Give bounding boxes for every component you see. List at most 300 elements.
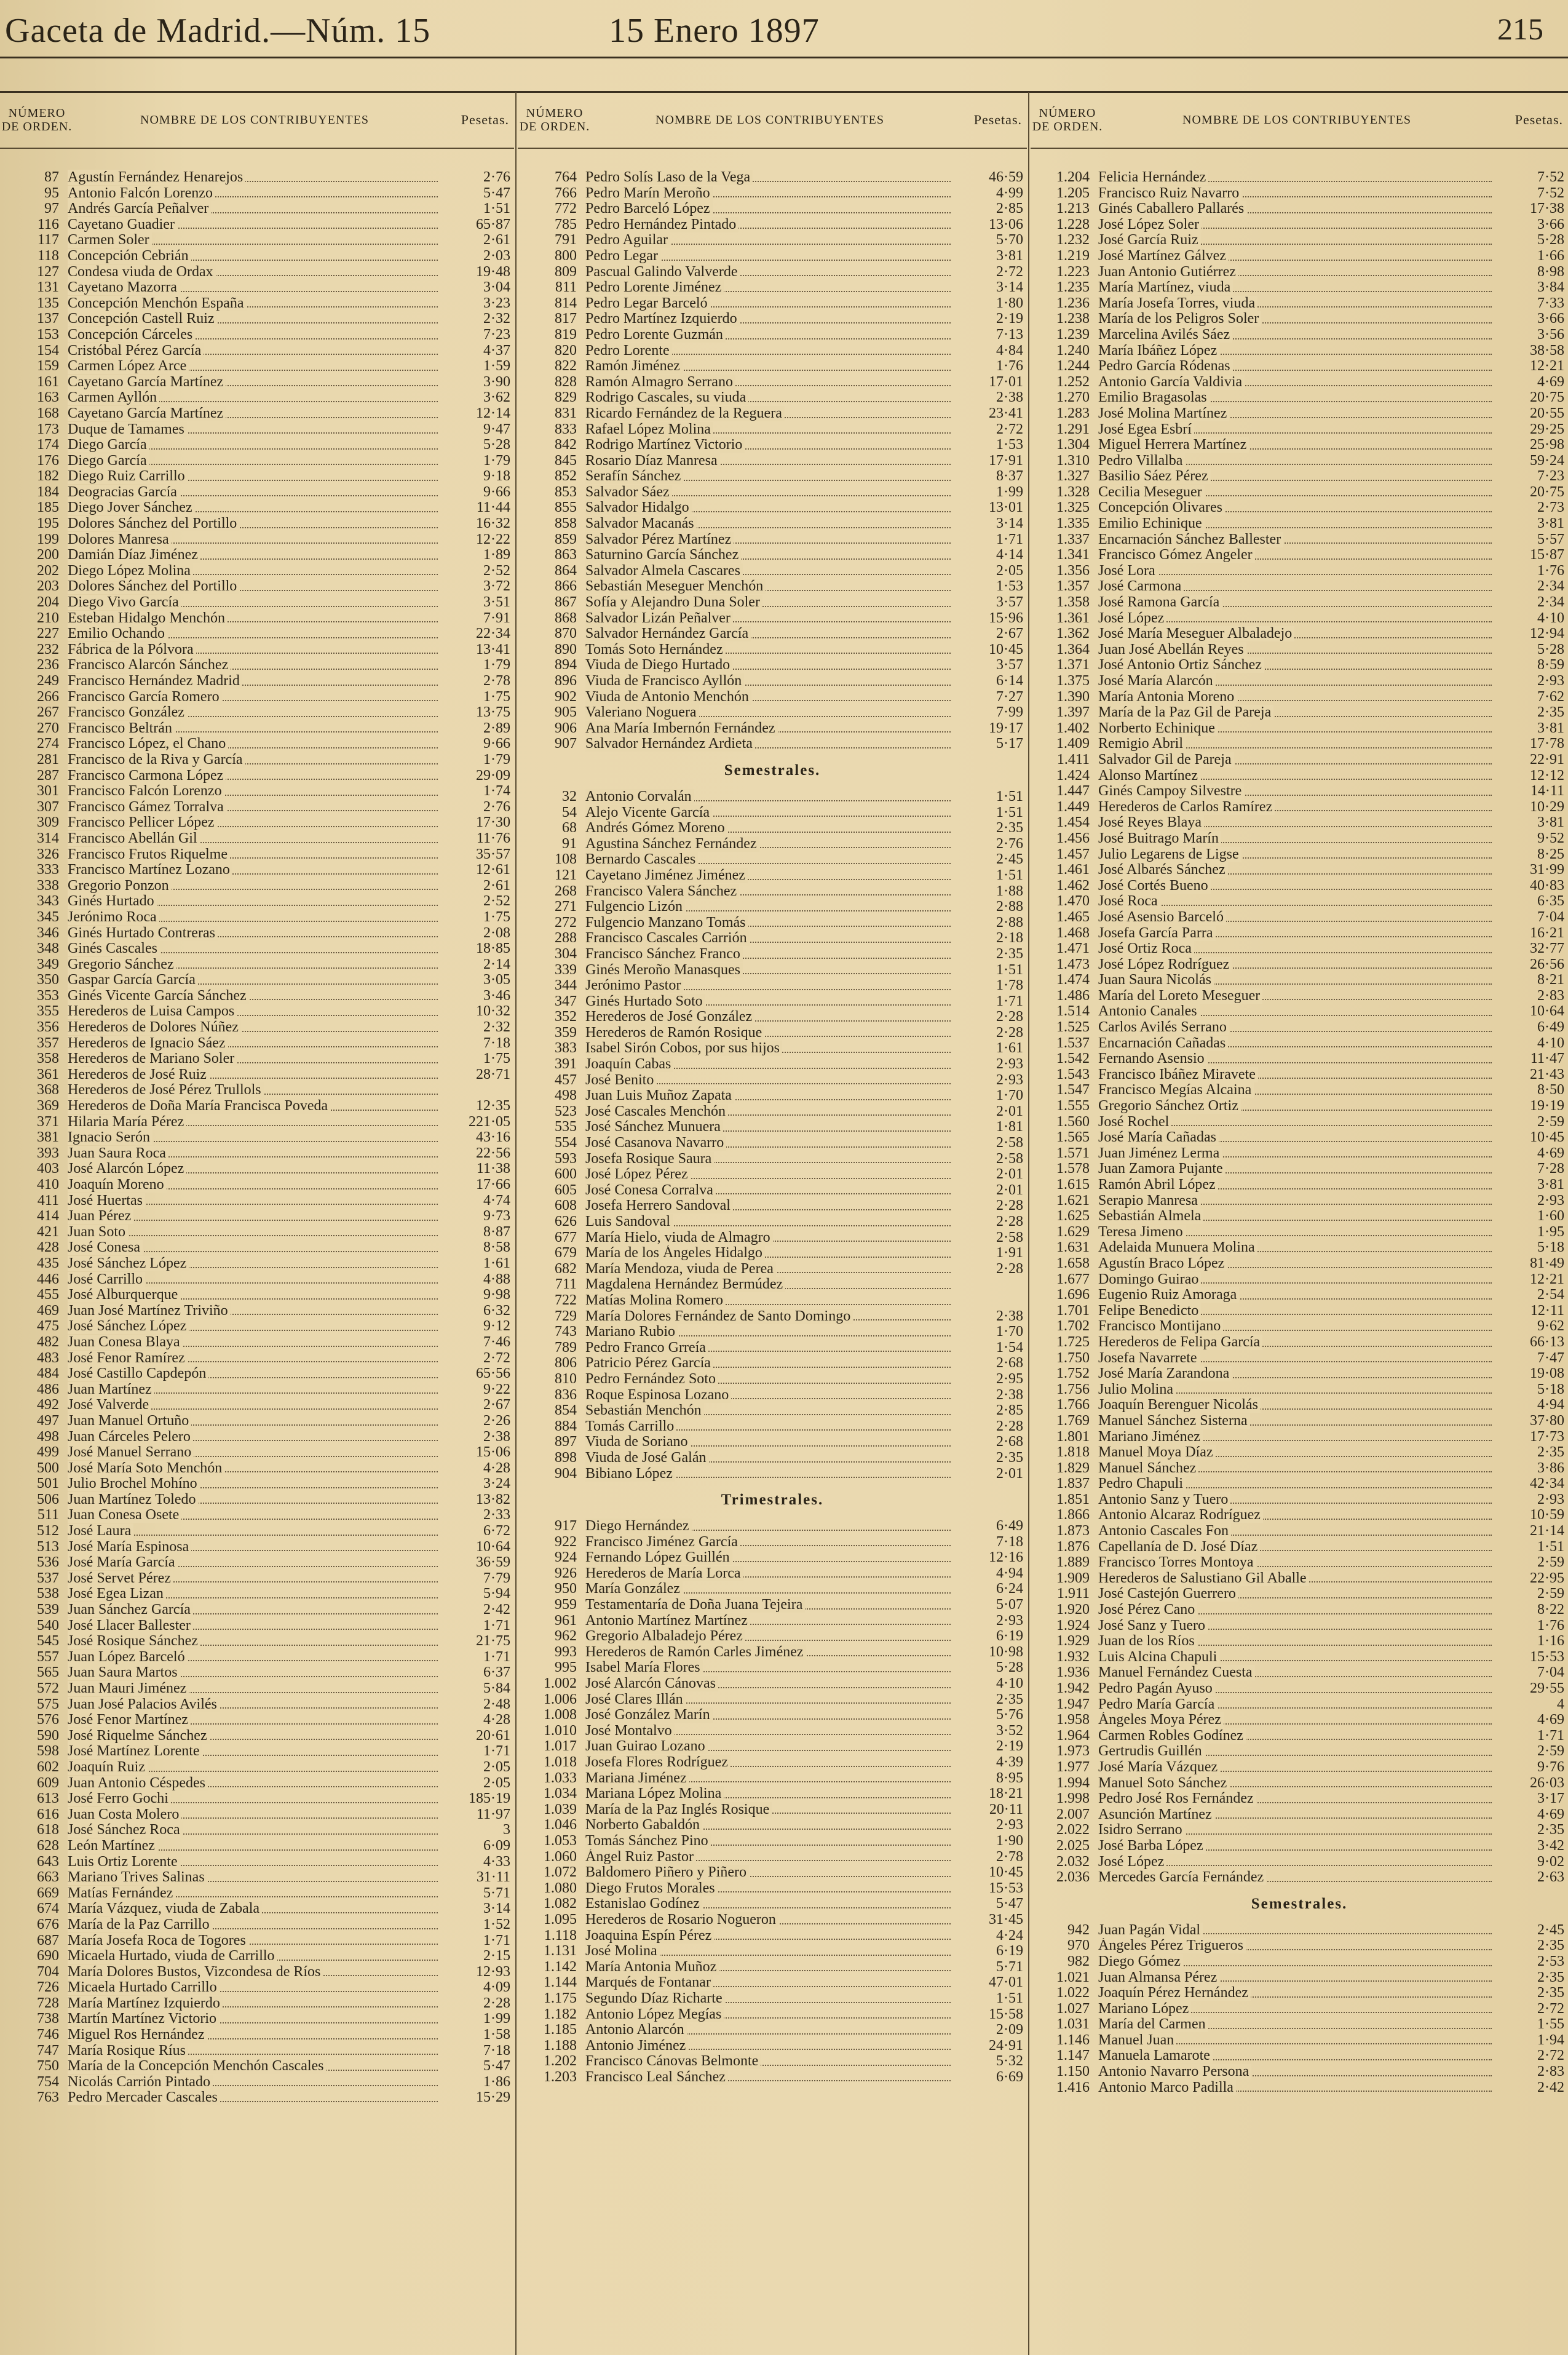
order-number: 609	[37, 1774, 59, 1791]
pesetas-amount: 5·70	[996, 232, 1023, 248]
order-number: 232	[37, 641, 59, 657]
contributor-name-text: María del Loreto Meseguer	[1098, 988, 1262, 1004]
contributor-name	[68, 657, 440, 673]
contributor-name-text: José María Soto Menchón	[68, 1461, 224, 1476]
order-number: 820	[555, 342, 577, 359]
contributor-name	[68, 862, 440, 878]
list-item	[518, 437, 1027, 453]
contributor-name-text: Josefa Flores Rodríguez	[585, 1755, 731, 1770]
pesetas-amount: 4·94	[1537, 1397, 1564, 1413]
order-number: 1.283	[1056, 405, 1090, 421]
contributor-name-text: María Josefa Roca de Togores	[68, 1933, 248, 1948]
order-number: 1.228	[1056, 216, 1090, 232]
column-3	[1031, 92, 1568, 2355]
list-item	[518, 899, 1027, 915]
contributor-name-text: Pedro Villalba	[1098, 453, 1185, 469]
order-number: 1.571	[1056, 1145, 1090, 1161]
order-number: 854	[555, 1402, 577, 1419]
order-number: 959	[555, 1597, 577, 1613]
pesetas-amount: 2·93	[996, 1817, 1023, 1833]
pesetas-amount: 10·32	[476, 1003, 510, 1020]
pesetas-amount: 2·05	[483, 1774, 510, 1791]
contributor-name-text: José Ferro Gochi	[68, 1791, 171, 1806]
list-item	[1031, 264, 1568, 280]
contributor-name-text: Manuel Fernández Cuesta	[1098, 1665, 1255, 1680]
pesetas-amount: 3·42	[1537, 1837, 1564, 1854]
contributor-name-text: José Castillo Capdepón	[68, 1366, 208, 1381]
list-item	[1031, 201, 1568, 217]
pesetas-amount: 3·24	[483, 1475, 510, 1492]
contributor-name	[585, 657, 953, 673]
pesetas-amount: 9·02	[1537, 1853, 1564, 1870]
contributor-name	[585, 1245, 953, 1261]
contributor-name-text: Herederos de Salustiano Gil Aballe	[1098, 1571, 1309, 1586]
contributor-name-text: Francisco Ibáñez Miravete	[1098, 1067, 1258, 1082]
list-item	[0, 1870, 514, 1886]
pesetas-amount: 2·72	[996, 421, 1023, 437]
contributor-name-text: José Castejón Guerrero	[1098, 1586, 1238, 1602]
order-number: 593	[555, 1150, 577, 1167]
contributor-name	[1098, 1938, 1494, 1954]
contributor-name-text: Pedro Barceló López	[585, 201, 713, 216]
list-item	[0, 626, 514, 642]
pesetas-amount: 1·75	[483, 908, 510, 925]
contributor-name-text: Dolores Manresa	[68, 532, 172, 547]
list-item	[1031, 1697, 1568, 1713]
contributor-name	[68, 500, 440, 516]
order-number: 137	[37, 311, 59, 327]
list-item	[0, 831, 514, 847]
contributor-name-text: José López	[1098, 1854, 1166, 1870]
contributor-name-text: Manuel Moya Díaz	[1098, 1445, 1216, 1460]
contributor-name	[585, 1849, 953, 1865]
contributor-name-text: José Rochel	[1098, 1114, 1171, 1130]
contributor-name	[585, 1057, 953, 1073]
list-item	[1031, 1728, 1568, 1744]
list-item	[0, 516, 514, 532]
list-item	[0, 800, 514, 816]
contributor-name-text: Emilio Bragasolas	[1098, 390, 1210, 405]
list-item	[518, 642, 1027, 658]
contributor-name-text: Pedro Lorente	[585, 343, 672, 359]
pesetas-amount: 5·76	[996, 1707, 1023, 1723]
contributor-name-text: Pedro Aguilar	[585, 232, 670, 248]
contributor-name	[1098, 1838, 1494, 1854]
pesetas-amount: 10·64	[1530, 1003, 1564, 1020]
contributor-name	[585, 1009, 953, 1025]
order-number: 2.036	[1056, 1869, 1090, 1886]
contributor-name	[1098, 1744, 1494, 1760]
contributor-name	[585, 1104, 953, 1120]
list-item	[1031, 957, 1568, 973]
contributor-name	[68, 752, 440, 768]
order-number: 333	[37, 862, 59, 878]
list-item	[0, 1082, 514, 1098]
list-item	[0, 878, 514, 894]
list-item	[0, 752, 514, 768]
list-item	[518, 1629, 1027, 1645]
contributor-name	[1098, 1287, 1494, 1303]
list-item	[0, 469, 514, 485]
order-number: 613	[37, 1790, 59, 1807]
order-number: 1.291	[1056, 421, 1090, 437]
list-item	[1031, 1272, 1568, 1288]
contributor-name-text: Herederos de Ramón Rosique	[585, 1025, 764, 1041]
contributor-name	[68, 1319, 440, 1335]
contributor-name-text: Antonio Navarro Persona	[1098, 2064, 1251, 2079]
order-number: 1.462	[1056, 877, 1090, 894]
contributor-name-text: Encarnación Cañadas	[1098, 1036, 1228, 1051]
pesetas-amount: 2·58	[996, 1150, 1023, 1167]
list-item	[0, 1933, 514, 1949]
contributor-name	[585, 1817, 953, 1833]
contributor-name	[68, 1665, 440, 1681]
contributor-name	[68, 453, 440, 469]
pesetas-amount: 2·58	[996, 1229, 1023, 1245]
contributor-name	[68, 406, 440, 422]
pesetas-amount: 4·10	[996, 1675, 1023, 1692]
list-item	[518, 422, 1027, 438]
contributor-name	[68, 280, 440, 296]
order-number: 1.542	[1056, 1050, 1090, 1067]
contributor-name	[1098, 1728, 1494, 1744]
contributor-name	[68, 1177, 440, 1193]
contributor-name	[585, 789, 953, 805]
contributor-name-text: Salvador Lizán Peñalver	[585, 611, 733, 626]
order-number: 1.756	[1056, 1381, 1090, 1397]
order-number: 174	[37, 437, 59, 453]
order-number: 267	[37, 704, 59, 721]
contributor-name-text: José Roca	[1098, 894, 1160, 909]
order-number: 131	[37, 279, 59, 296]
contributor-name	[68, 1870, 440, 1886]
contributor-name-text: Pedro Chapuli	[1098, 1476, 1186, 1491]
list-item	[518, 657, 1027, 673]
order-number: 924	[555, 1549, 577, 1566]
order-number: 270	[37, 720, 59, 736]
list-item	[0, 563, 514, 579]
order-number: 904	[555, 1465, 577, 1482]
contributor-name	[1098, 2064, 1494, 2080]
order-number: 499	[37, 1444, 59, 1461]
pesetas-amount: 2·28	[996, 1009, 1023, 1025]
pesetas-amount: 21·75	[476, 1633, 510, 1650]
contributor-name	[68, 1728, 440, 1744]
contributor-name	[1098, 1586, 1494, 1602]
pesetas-amount: 7·27	[996, 688, 1023, 705]
list-item	[0, 1901, 514, 1917]
list-item	[1031, 1051, 1568, 1067]
order-number: 1.202	[544, 2053, 577, 2070]
list-item	[518, 170, 1027, 186]
contributor-name	[1098, 469, 1494, 485]
contributor-name	[1098, 1791, 1494, 1807]
header-name: NOMBRE DE LOS CONTRIBUYENTES	[140, 113, 369, 127]
pesetas-amount: 1·70	[996, 1324, 1023, 1340]
contributor-name-text: Diego García	[68, 453, 149, 469]
pesetas-amount: 15·53	[1530, 1648, 1564, 1665]
contributor-name-text: Francisco Carmona López	[68, 768, 226, 784]
contributor-name-text: Micaela Hurtado Carrillo	[68, 1980, 220, 1995]
order-number: 535	[555, 1119, 577, 1135]
contributor-name	[1098, 1240, 1494, 1256]
contributor-name-text: María Dolores Fernández de Santo Domingo	[585, 1309, 853, 1324]
pesetas-amount: 8·59	[1537, 657, 1564, 673]
contributor-name	[1098, 390, 1494, 406]
contributor-name	[585, 170, 953, 186]
column-1	[0, 92, 514, 2355]
contributor-name-text: José Reyes Blaya	[1098, 815, 1204, 830]
contributor-name	[1098, 1319, 1494, 1335]
list-item	[1031, 343, 1568, 359]
pesetas-amount: 1·51	[996, 1990, 1023, 2006]
contributor-name	[1098, 1161, 1494, 1177]
contributor-name-text: Francisco Sánchez Franco	[585, 947, 743, 962]
pesetas-amount: 2·76	[483, 169, 510, 185]
pesetas-amount: 3·51	[483, 594, 510, 611]
contributor-name	[1098, 1507, 1494, 1523]
list-item	[0, 1948, 514, 1964]
pesetas-amount: 4·39	[996, 1754, 1023, 1770]
list-item	[1031, 626, 1568, 642]
contributor-name-text: Gregorio Albaladejo Pérez	[585, 1629, 745, 1644]
contributor-name-text: Ángel Ruiz Pastor	[585, 1849, 696, 1865]
list-item	[518, 2007, 1027, 2023]
header-pesetas: Pesetas.	[461, 112, 509, 127]
contributor-name-text: Francisco García Romero	[68, 689, 222, 705]
order-number: 833	[555, 421, 577, 437]
list-item	[0, 988, 514, 1004]
contributor-name	[68, 800, 440, 816]
contributor-name-text: Ginés Cascales	[68, 941, 160, 956]
contributor-name	[68, 437, 440, 453]
pesetas-amount: 2·35	[1537, 1937, 1564, 1954]
list-item	[0, 2043, 514, 2059]
contributor-name	[1098, 201, 1494, 217]
contributor-name	[585, 1865, 953, 1881]
list-item	[0, 359, 514, 375]
contributor-name	[1098, 1602, 1494, 1618]
order-number: 173	[37, 421, 59, 437]
order-number: 97	[44, 201, 59, 217]
contributor-name	[1098, 1036, 1494, 1052]
list-item	[518, 1802, 1027, 1818]
pesetas-amount: 1·51	[996, 961, 1023, 978]
contributor-name	[1098, 1665, 1494, 1681]
publication-date: 15 Enero 1897	[609, 12, 820, 50]
contributor-name-text: José Egea Lizan	[68, 1586, 166, 1602]
contributor-name-text: José María Zarandona	[1098, 1366, 1232, 1381]
pesetas-amount: 1·99	[996, 483, 1023, 500]
order-number: 1.998	[1056, 1790, 1090, 1807]
contributor-name-text: Pedro Pagán Ayuso	[1098, 1681, 1215, 1696]
pesetas-amount: 4	[1557, 1696, 1564, 1712]
pesetas-amount: 1·54	[996, 1339, 1023, 1356]
contributor-name	[585, 1151, 953, 1167]
pesetas-amount: 3·52	[996, 1722, 1023, 1739]
list-item	[1031, 1665, 1568, 1681]
order-number: 679	[555, 1245, 577, 1261]
contributor-name	[68, 217, 440, 233]
pesetas-amount: 22·34	[476, 625, 510, 642]
pesetas-amount: 19·08	[1530, 1365, 1564, 1382]
contributor-name-text: Manuel Sánchez	[1098, 1461, 1198, 1476]
contributor-name	[1098, 1618, 1494, 1634]
pesetas-amount: 10·98	[989, 1643, 1023, 1660]
order-number: 1.017	[544, 1738, 577, 1755]
list-item	[0, 280, 514, 296]
list-item	[0, 532, 514, 548]
contributor-name	[585, 2054, 953, 2070]
order-number: 338	[37, 877, 59, 894]
pesetas-amount: 2·73	[1537, 499, 1564, 516]
list-item	[518, 1388, 1027, 1404]
pesetas-amount: 4·74	[483, 1192, 510, 1209]
pesetas-amount: 2·42	[483, 1602, 510, 1618]
order-number: 1.006	[544, 1691, 577, 1707]
contributor-name-text: José Manuel Serrano	[68, 1445, 194, 1460]
contributor-list	[1031, 149, 1568, 2095]
contributor-name	[68, 248, 440, 264]
contributor-name	[68, 894, 440, 910]
contributor-name-text: José María Espinosa	[68, 1539, 191, 1555]
contributor-name-text: Estanislao Godínez	[585, 1896, 702, 1912]
list-item	[0, 1712, 514, 1728]
pesetas-amount: 2·78	[483, 673, 510, 689]
contributor-name	[585, 1073, 953, 1089]
list-item	[1031, 1476, 1568, 1492]
pesetas-amount: 2·83	[1537, 2063, 1564, 2080]
order-number: 506	[37, 1491, 59, 1507]
pesetas-amount: 2·52	[483, 893, 510, 910]
contributor-name	[1098, 453, 1494, 469]
pesetas-amount: 2·93	[996, 1612, 1023, 1629]
contributor-name	[1098, 170, 1494, 186]
column-header	[0, 92, 514, 149]
contributor-name-text: María de la Paz Inglés Rosique	[585, 1802, 772, 1817]
contributor-name-text: Pascual Galindo Valverde	[585, 264, 740, 280]
contributor-name-text: Luis Alcina Chapuli	[1098, 1650, 1219, 1665]
order-number: 391	[555, 1056, 577, 1073]
order-number: 352	[555, 1009, 577, 1025]
column-2	[518, 92, 1027, 2355]
pesetas-amount: 19·48	[476, 263, 510, 280]
contributor-name-text: Salvador Sáez	[585, 485, 672, 500]
order-number: 349	[37, 956, 59, 972]
contributor-name	[1098, 894, 1494, 910]
order-number: 1.473	[1056, 956, 1090, 972]
contributor-name-text: Diego Frutos Morales	[585, 1881, 718, 1896]
list-item	[518, 2038, 1027, 2054]
contributor-name	[1098, 1429, 1494, 1445]
contributor-name	[1098, 673, 1494, 689]
list-item	[0, 910, 514, 926]
pesetas-amount: 2·38	[483, 1428, 510, 1445]
pesetas-amount: 4·84	[996, 342, 1023, 359]
contributor-name	[1098, 248, 1494, 264]
list-item	[518, 884, 1027, 900]
pesetas-amount: 3·66	[1537, 311, 1564, 327]
order-number: 738	[37, 2011, 59, 2027]
contributor-name	[585, 375, 953, 391]
contributor-name-text: José Huertas	[68, 1193, 145, 1209]
pesetas-amount: 15·06	[476, 1444, 510, 1461]
order-number: 917	[555, 1518, 577, 1535]
order-number: 687	[37, 1932, 59, 1948]
section-heading: Semestrales.	[724, 761, 821, 779]
order-number: 108	[555, 851, 577, 868]
list-item	[1031, 1954, 1568, 1970]
contributor-name	[1098, 1822, 1494, 1838]
list-item	[0, 957, 514, 973]
list-item	[1031, 815, 1568, 831]
contributor-name-text: Sofía y Alejandro Duna Soler	[585, 595, 762, 610]
order-number: 176	[37, 452, 59, 469]
pesetas-amount: 2·85	[996, 1402, 1023, 1419]
list-item	[1031, 642, 1568, 658]
order-number: 1.766	[1056, 1397, 1090, 1413]
pesetas-amount: 5·28	[1537, 232, 1564, 248]
order-number: 68	[562, 820, 577, 836]
contributor-name-text: Carmen López Arce	[68, 359, 189, 374]
order-number: 1.801	[1056, 1428, 1090, 1445]
list-item	[0, 186, 514, 202]
pesetas-amount: 2·35	[996, 820, 1023, 836]
pesetas-amount: 4·69	[1537, 1145, 1564, 1161]
pesetas-amount: 7·79	[483, 1570, 510, 1586]
order-number: 884	[555, 1418, 577, 1434]
contributor-name-text: José Benito	[585, 1073, 656, 1088]
contributor-name-text: Carmen Robles Godínez	[1098, 1728, 1246, 1744]
order-number: 855	[555, 499, 577, 516]
contributor-name-text: Concepción Olivares	[1098, 500, 1225, 515]
order-number: 806	[555, 1355, 577, 1372]
order-number: 1.270	[1056, 389, 1090, 406]
order-number: 1.341	[1056, 547, 1090, 563]
contributor-name-text: Mariano Rubio	[585, 1324, 678, 1340]
contributor-name-text: Pedro Lorente Guzmán	[585, 327, 726, 343]
contributor-name-text: Salvador Hernández García	[585, 626, 751, 641]
list-item	[0, 1634, 514, 1650]
pesetas-amount: 7·04	[1537, 908, 1564, 925]
order-number: 690	[37, 1948, 59, 1964]
list-item	[518, 931, 1027, 947]
pesetas-amount: 7·13	[996, 326, 1023, 343]
pesetas-amount: 2·93	[1537, 1491, 1564, 1507]
list-item	[0, 1429, 514, 1445]
pesetas-amount: 5·47	[996, 1896, 1023, 1912]
pesetas-amount: 8·95	[996, 1769, 1023, 1786]
order-number: 1.358	[1056, 594, 1090, 611]
contributor-name	[68, 547, 440, 563]
list-item	[518, 1771, 1027, 1787]
publication-title: Gaceta de Madrid.—Núm. 15	[5, 12, 431, 50]
contributor-name	[585, 1676, 953, 1692]
contributor-name	[1098, 359, 1494, 375]
contributor-name-text: Ramón Almagro Serrano	[585, 375, 735, 390]
order-number: 1.335	[1056, 515, 1090, 532]
contributor-name-text: Manuel Soto Sánchez	[1098, 1776, 1229, 1791]
order-number: 926	[555, 1565, 577, 1581]
contributor-name-text: Magdalena Hernández Bermúdez	[585, 1277, 785, 1292]
list-item	[0, 847, 514, 863]
contributor-list	[518, 149, 1027, 2085]
order-number: 272	[555, 914, 577, 931]
list-item	[518, 264, 1027, 280]
order-number: 836	[555, 1386, 577, 1403]
contributor-name	[68, 1996, 440, 2012]
contributor-name-text: Baldomero Piñero y Piñero	[585, 1865, 749, 1880]
